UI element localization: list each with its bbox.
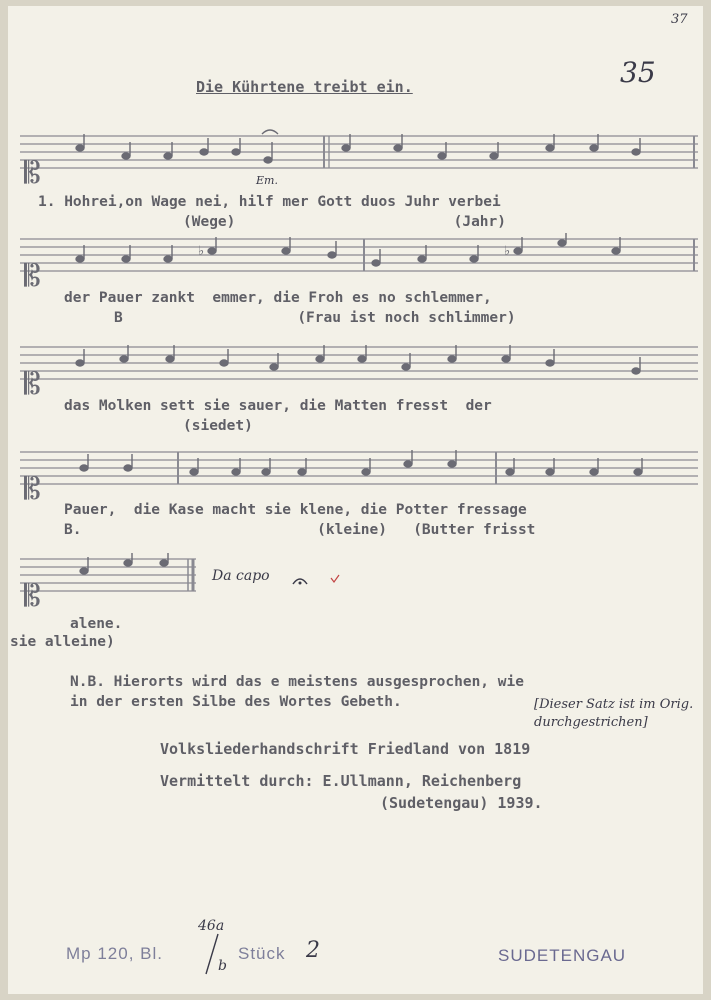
svg-text:𝄡: 𝄡	[24, 367, 41, 399]
svg-text:𝄡: 𝄡	[24, 259, 41, 291]
handwritten-em-annotation: Em.	[256, 174, 278, 187]
lyric-alt-3: (siedet)	[183, 418, 253, 434]
svg-text:𝄡: 𝄡	[24, 156, 41, 188]
piece-number: 2	[306, 938, 320, 963]
lyric-line-2: der Pauer zankt emmer, die Froh es no schlemmer,	[64, 290, 492, 306]
red-check-mark-icon	[330, 574, 340, 584]
svg-text:♭: ♭	[504, 243, 511, 258]
piece-stamp-label: Stück	[238, 944, 286, 963]
lyric-alt-1: (Wege) (Jahr)	[183, 214, 507, 230]
svg-text:𝄡: 𝄡	[24, 472, 41, 504]
source-line-2: Vermittelt durch: E.Ullmann, Reichenberg	[160, 772, 522, 790]
region-stamp: SUDETENGAU	[498, 946, 627, 965]
svg-text:♭: ♭	[198, 243, 205, 258]
music-staff-3	[18, 339, 698, 399]
leaf-number-bottom: b	[218, 958, 227, 974]
source-line-3: (Sudetengau) 1939.	[380, 794, 543, 812]
lyric-alt-2: B (Frau ist noch schlimmer)	[114, 310, 516, 326]
archive-sheet	[8, 6, 703, 994]
source-line-1: Volksliederhandschrift Friedland von 1819	[160, 740, 531, 758]
note-handwritten-remark	[78, 696, 698, 736]
fermata-icon	[290, 572, 310, 590]
da-capo-annotation: Da capo	[212, 568, 270, 584]
lyric-line-5: alene.	[70, 616, 123, 632]
lyric-line-3: das Molken sett sie sauer, die Matten fresst der	[64, 398, 492, 414]
music-staff-2	[18, 231, 698, 291]
song-title: Die Kührtene treibt ein.	[196, 78, 413, 96]
lyric-line-4: Pauer, die Kase macht sie klene, die Potter fressage	[64, 502, 527, 518]
archive-stamp-label: Mp 120, Bl.	[66, 944, 163, 963]
folio-number-large: 35	[620, 56, 656, 89]
music-staff-5	[18, 551, 198, 611]
music-staff-1	[18, 128, 698, 188]
lyric-line-1: 1. Hohrei,on Wage nei, hilf mer Gott duos Juhr verbei	[38, 194, 501, 210]
music-staff-4	[18, 444, 698, 504]
note-line-1: N.B. Hierorts wird das e meistens ausgesprochen, wie	[70, 674, 524, 690]
leaf-number-top: 46a	[198, 918, 225, 934]
lyric-alt-5: sie alleine)	[10, 634, 115, 650]
note-handwritten-text: [Dieser Satz ist im Orig. durchgestrichen]	[534, 697, 694, 730]
note-line-2: in der ersten Silbe des Wortes Gebeth.	[70, 694, 402, 710]
lyric-alt-4: B. (kleine) (Butter frisst	[64, 522, 536, 538]
svg-text:𝄡: 𝄡	[24, 579, 41, 611]
folio-number-small: 37	[671, 12, 688, 27]
